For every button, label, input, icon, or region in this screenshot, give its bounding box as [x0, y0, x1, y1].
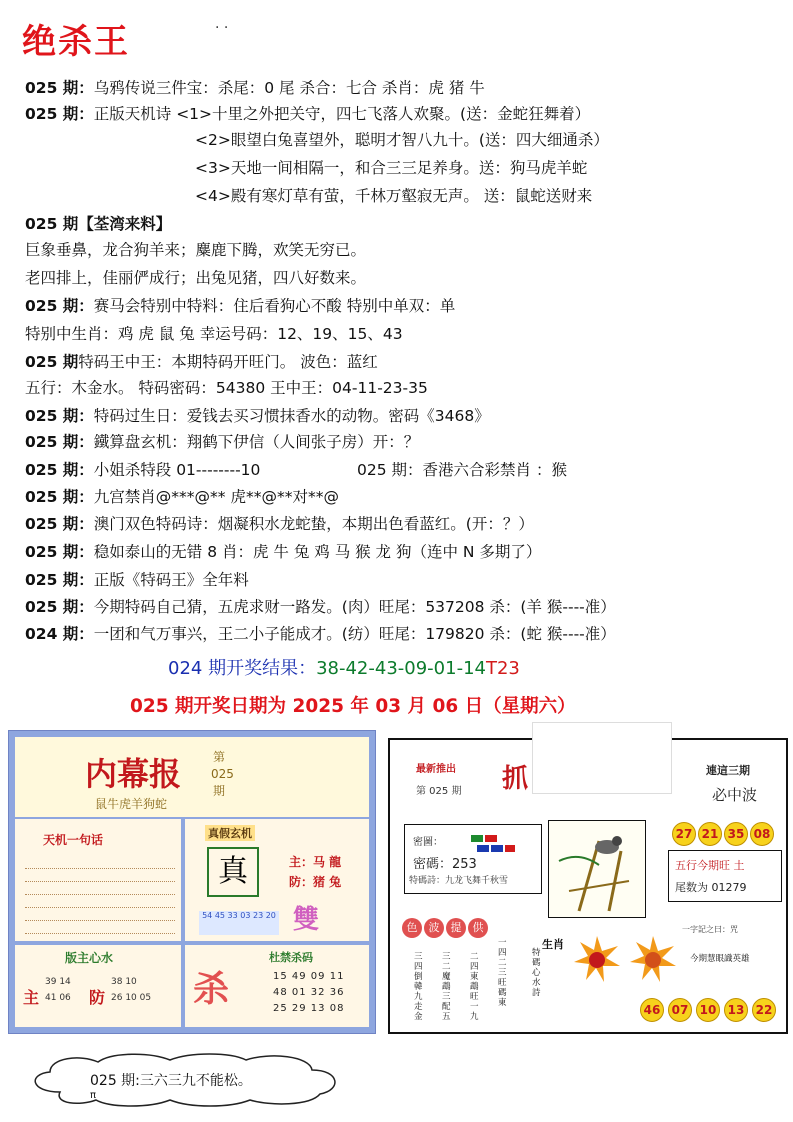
- seal-1: 色: [402, 918, 422, 938]
- tianji-rows: [25, 859, 175, 950]
- line-13: 025 期：特码过生日：爱钱去买习惯抹香水的动物。密码《3468》: [25, 407, 490, 425]
- line-10: 特别中生肖：鸡 虎 鼠 兔 幸运号码：12、19、15、43: [25, 325, 403, 343]
- bottom-ball-1: 46: [640, 998, 664, 1022]
- shama-row-1: 15 49 09 11: [273, 971, 345, 982]
- bird-bamboo-picture: [548, 820, 646, 918]
- draw-date: 025 期开奖日期为 2025 年 03 月 06 日（星期六）: [130, 696, 576, 717]
- zhua-char: 抓: [502, 764, 529, 794]
- col-2: 三二魔鵡三配五: [442, 952, 451, 1022]
- cloud-tick: π: [90, 1090, 97, 1101]
- bottom-ball-4: 13: [724, 998, 748, 1022]
- blank-patch: [532, 722, 672, 794]
- top-ball-1: 27: [672, 822, 696, 846]
- line-20: 025 期：今期特码自己猜，五虎求财一路发。(肉）旺尾：537208 杀：(羊 猴----准）: [25, 598, 616, 616]
- ying-label: 今期慧眼識英雄: [690, 954, 750, 964]
- zhua-new-label: 最新推出: [416, 764, 456, 775]
- line-2: 025 期：正版天机诗 <1>十里之外把关守，四七飞落人欢聚。(送：金蛇狂舞着）: [25, 105, 591, 123]
- neimu-panel: [8, 730, 376, 1034]
- tianji-title: 天机一句话: [43, 833, 104, 847]
- banzhu-fang: 防: [89, 988, 106, 1007]
- banzhu-box: [15, 945, 181, 1027]
- col-3: 二四東鵡旺一九: [470, 952, 479, 1022]
- poem-line-3: <3>天地一间相隔一，和合三三足养身。送：狗马虎羊蛇: [195, 159, 588, 177]
- bzb-label: 必中波: [712, 786, 758, 804]
- line-11: 025 期特码王中王：本期特码开旺门。 波色：蓝红: [25, 353, 378, 371]
- shama-row-2: 48 01 32 36: [273, 987, 345, 998]
- bottom-ball-5: 22: [752, 998, 776, 1022]
- line-19: 025 期：正版《特码王》全年料: [25, 571, 249, 589]
- wuxing-line: 五行今期旺 土: [675, 859, 745, 872]
- rooster-burst-icon: [630, 936, 676, 982]
- side-note: 025 期：香港六合彩禁肖 ：猴: [357, 461, 567, 479]
- banzhu-n3: 38 10: [111, 977, 137, 987]
- mitu-label: 密圖：: [413, 837, 443, 848]
- cloud-callout: [20, 1052, 350, 1108]
- neimu-issue: 第025期: [211, 750, 234, 798]
- banzhu-title: 版主心水: [65, 951, 114, 965]
- zhenjia-box: [185, 819, 369, 941]
- fang-text: 防：猪 兔: [289, 875, 342, 889]
- result-line: [168, 654, 520, 680]
- dots-mark: · ·: [215, 20, 229, 36]
- line-16: 025 期：九宫禁肖@***@** 虎**@**对**@: [25, 488, 339, 506]
- sha-char: 杀: [193, 969, 230, 1010]
- line-8: 老四排上，佳丽俨成行；出兔见猪，四八好数来。: [25, 269, 367, 287]
- neimu-zodiac: 鼠牛虎羊狗蛇: [95, 797, 168, 811]
- top-ball-4: 08: [750, 822, 774, 846]
- col-4: 一四二三旺碼東: [498, 938, 507, 1008]
- result-numbers: 38-42-43-09-01-14: [316, 658, 486, 679]
- line-14: 025 期：鐵算盘玄机：翔鹤下伊信（人间张子房）开：？: [25, 433, 420, 451]
- tiger-burst-icon: [574, 936, 620, 982]
- shuang-char: 雙: [293, 905, 320, 935]
- line-18: 025 期：稳如泰山的无错 8 肖：虎 牛 兔 鸡 马 猴 龙 狗（连中 N 多期了）: [25, 543, 542, 561]
- line-1: 025 期：乌鸦传说三件宝：杀尾：0 尾 杀合：七合 杀肖：虎 猪 牛: [25, 79, 485, 97]
- seal-row: [402, 916, 490, 938]
- poem-line-4: <4>殿有寒灯草有萤，千林万壑寂无声。 送：鼠蛇送财来: [195, 187, 593, 205]
- bottom-ball-2: 07: [668, 998, 692, 1022]
- flag-icon: [469, 833, 517, 855]
- zhu-text: 主：马 龍: [289, 855, 342, 869]
- line-6: 025 期【荃湾来料】: [25, 215, 172, 233]
- banzhu-n2: 41 06: [45, 993, 71, 1003]
- line-12: 五行：木金水。 特码密码：54380 王中王：04-11-23-35: [25, 379, 428, 397]
- zhenjia-title: 真假玄机: [205, 825, 255, 841]
- result-label: 024 期开奖结果：: [168, 658, 317, 679]
- top-ball-3: 35: [724, 822, 748, 846]
- three-label: 連這三期: [706, 764, 750, 777]
- bottom-ball-3: 10: [696, 998, 720, 1022]
- line-15: 025 期：小姐杀特段 01--------10: [25, 461, 261, 479]
- zhen-char: 真: [207, 847, 259, 897]
- banzhu-zhu: 主: [23, 988, 40, 1007]
- seal-3: 提: [446, 918, 466, 938]
- seal-4: 供: [468, 918, 488, 938]
- line-9: 025 期：赛马会特别中特料：住后看狗心不酸 特别中单双：单: [25, 297, 456, 315]
- banzhu-n4: 26 10 05: [111, 993, 152, 1003]
- result-last: T23: [485, 658, 520, 679]
- col-1: 三四倒韓九走金: [414, 952, 423, 1022]
- col-5: 特碼心水詩: [532, 948, 541, 998]
- code-strip: 54 45 33 03 23 20: [199, 911, 279, 935]
- zhua-issue: 第 025 期: [416, 786, 462, 797]
- wuxing-box: [668, 850, 782, 902]
- cloud-text: 025 期:三六三九不能松。: [90, 1073, 252, 1089]
- zhua-panel: [388, 738, 788, 1034]
- teshi-line: 特碼詩：九龙飞舞千秋雪: [409, 876, 509, 886]
- shama-row-3: 25 29 13 08: [273, 1003, 345, 1014]
- line-21: 024 期：一团和气万事兴，王二小子能成才。(纺）旺尾：179820 杀：(蛇 猴----准）: [25, 625, 616, 643]
- shengxiao-label: 生肖: [542, 938, 564, 951]
- tianji-box: [15, 819, 181, 941]
- shama-box: [185, 945, 369, 1027]
- shama-title: 杜禁杀码: [269, 951, 313, 964]
- poem-line-2: <2>眼望白兔喜望外，聪明才智八九十。(送：四大细通杀）: [195, 131, 609, 149]
- mima-box: [404, 824, 542, 894]
- top-ball-2: 21: [698, 822, 722, 846]
- one-word-label: 一字記之曰：咒: [682, 925, 738, 934]
- line-17: 025 期：澳门双色特码诗：烟凝积水龙蛇蛰，本期出色看蓝红。(开：？）: [25, 515, 534, 533]
- page-title: 绝杀王: [22, 22, 130, 62]
- neimu-title: 内幕报: [85, 755, 182, 793]
- seal-2: 波: [424, 918, 444, 938]
- weishu-line: 尾数为 01279: [675, 881, 747, 894]
- mima-line: 密碼：253: [413, 857, 477, 872]
- banzhu-n1: 39 14: [45, 977, 71, 987]
- line-7: 巨象垂鼻，龙合狗羊来；麋鹿下腾，欢笑无穷已。: [25, 241, 367, 259]
- neimu-header: [15, 737, 369, 817]
